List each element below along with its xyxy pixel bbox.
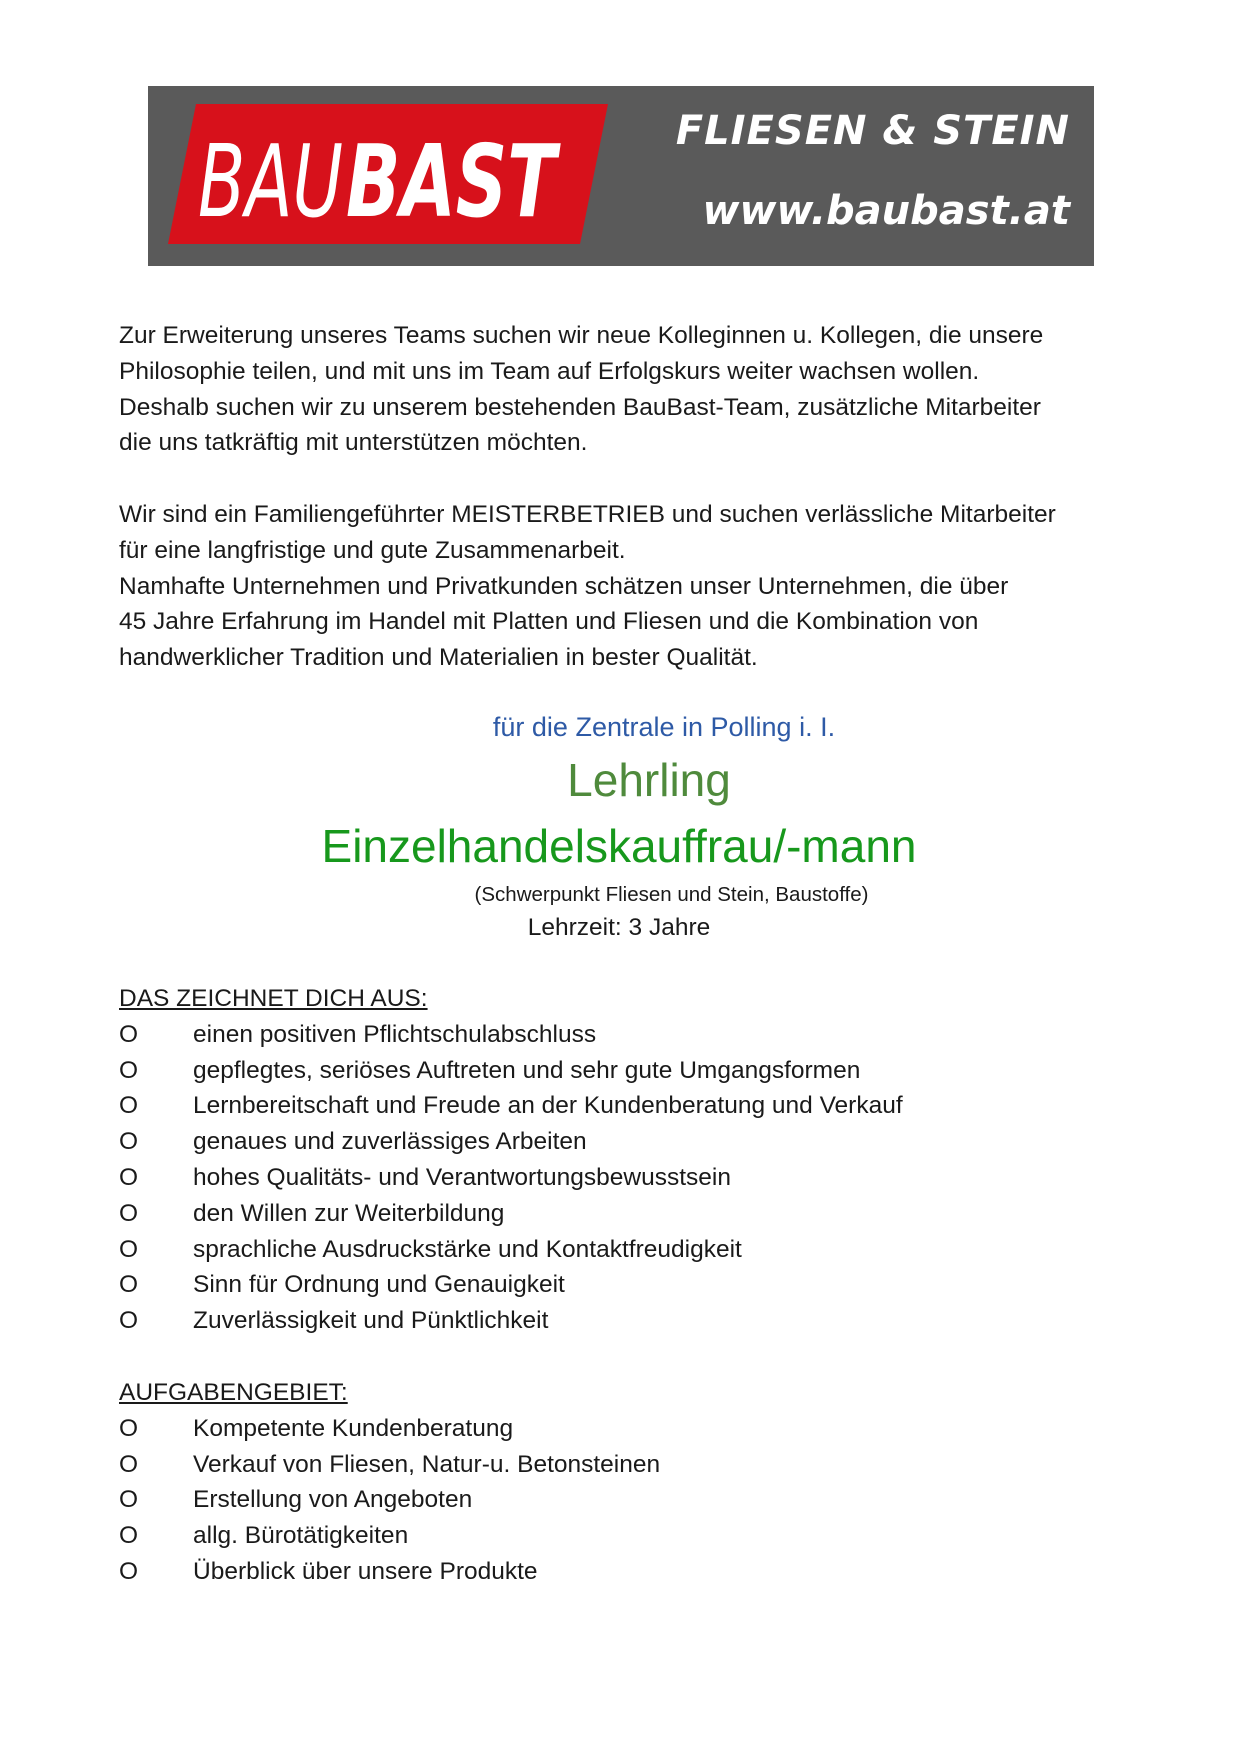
intro-line: Wir sind ein Familiengeführter MEISTERBETRIEB und suchen verlässliche Mitarbeiter bbox=[119, 500, 1056, 528]
bullet-marker: O bbox=[119, 1450, 139, 1478]
list-item-text: Zuverlässigkeit und Pünktlichkeit bbox=[193, 1307, 549, 1335]
list-item-text: hohes Qualitäts- und Verantwortungsbewusstsein bbox=[193, 1163, 731, 1191]
intro-line: Namhafte Unternehmen und Privatkunden schätzen unser Unternehmen, die über bbox=[119, 572, 1009, 600]
tasks-heading: AUFGABENGEBIET: bbox=[119, 1378, 348, 1406]
bullet-marker: O bbox=[119, 1307, 139, 1335]
list-item-text: Lernbereitschaft und Freude an der Kundenberatung und Verkauf bbox=[193, 1092, 903, 1120]
job-location: für die Zentrale in Polling i. I. bbox=[492, 711, 836, 742]
list-item-text: gepflegtes, seriöses Auftreten und sehr gute Umgangsformen bbox=[193, 1056, 861, 1084]
qualities-list bbox=[119, 1017, 1119, 1339]
tagline: FLIESEN & STEIN bbox=[675, 108, 1070, 154]
bullet-marker: O bbox=[119, 1271, 139, 1299]
tasks-list bbox=[119, 1411, 1119, 1590]
bullet-marker: O bbox=[119, 1128, 139, 1156]
logo-text-light: BAU bbox=[198, 123, 343, 240]
intro-line: für eine langfristige und gute Zusammenarbeit. bbox=[119, 536, 626, 564]
baubast-logo bbox=[168, 104, 608, 244]
job-focus: (Schwerpunkt Fliesen und Stein, Baustoffe) bbox=[474, 882, 869, 906]
qualities-heading: DAS ZEICHNET DICH AUS: bbox=[119, 984, 428, 1012]
job-duration: Lehrzeit: 3 Jahre bbox=[527, 913, 711, 941]
intro-line: Philosophie teilen, und mit uns im Team auf Erfolgskurs weiter wachsen wollen. bbox=[119, 357, 980, 385]
job-ad-content bbox=[119, 318, 1119, 1590]
list-item bbox=[119, 1088, 1119, 1124]
list-item-text: sprachliche Ausdruckstärke und Kontaktfreudigkeit bbox=[193, 1235, 742, 1263]
list-item-text: Verkauf von Fliesen, Natur-u. Betonsteinen bbox=[193, 1450, 661, 1478]
list-item bbox=[119, 1518, 1119, 1554]
list-item bbox=[119, 1411, 1119, 1447]
list-item-text: Sinn für Ordnung und Genauigkeit bbox=[193, 1271, 565, 1299]
list-item bbox=[119, 1554, 1119, 1590]
list-item-text: Überblick über unsere Produkte bbox=[193, 1557, 538, 1585]
bullet-marker: O bbox=[119, 1163, 139, 1191]
list-item-text: genaues und zuverlässiges Arbeiten bbox=[193, 1128, 587, 1156]
bullet-marker: O bbox=[119, 1414, 139, 1442]
list-item bbox=[119, 1447, 1119, 1483]
job-title-profession: Einzelhandelskauffrau/-mann bbox=[321, 819, 917, 872]
intro-paragraph-2 bbox=[119, 497, 1119, 676]
bullet-marker: O bbox=[119, 1092, 139, 1120]
list-item bbox=[119, 1124, 1119, 1160]
list-item-text: Kompetente Kundenberatung bbox=[193, 1414, 514, 1442]
intro-line: Deshalb suchen wir zu unserem bestehenden BauBast-Team, zusätzliche Mitarbeiter bbox=[119, 393, 1041, 421]
list-item-text: allg. Bürotätigkeiten bbox=[193, 1522, 409, 1550]
intro-line: Zur Erweiterung unseres Teams suchen wir neue Kolleginnen u. Kollegen, die unsere bbox=[119, 322, 1044, 349]
intro-line: die uns tatkräftig mit unterstützen möchten. bbox=[119, 429, 588, 457]
bullet-marker: O bbox=[119, 1522, 139, 1550]
list-item bbox=[119, 1053, 1119, 1089]
job-title-apprentice: Lehrling bbox=[567, 753, 731, 806]
list-item bbox=[119, 1017, 1119, 1053]
list-item-text: Erstellung von Angeboten bbox=[193, 1486, 473, 1514]
bullet-marker: O bbox=[119, 1056, 139, 1084]
list-item bbox=[119, 1303, 1119, 1339]
logo-text-bold: BAST bbox=[346, 123, 561, 240]
bullet-marker: O bbox=[119, 1199, 139, 1227]
list-item bbox=[119, 1196, 1119, 1232]
bullet-marker: O bbox=[119, 1235, 139, 1263]
intro-line: 45 Jahre Erfahrung im Handel mit Platten und Fliesen und die Kombination von bbox=[119, 608, 979, 636]
list-item-text: den Willen zur Weiterbildung bbox=[193, 1199, 505, 1227]
bullet-marker: O bbox=[119, 1020, 139, 1048]
bullet-marker: O bbox=[119, 1486, 139, 1514]
intro-paragraph-1 bbox=[119, 318, 1119, 461]
website-link[interactable]: www.baubast.at bbox=[702, 188, 1070, 234]
list-item bbox=[119, 1482, 1119, 1518]
list-item bbox=[119, 1232, 1119, 1268]
bullet-marker: O bbox=[119, 1557, 139, 1585]
list-item bbox=[119, 1267, 1119, 1303]
list-item bbox=[119, 1160, 1119, 1196]
intro-line: handwerklicher Tradition und Materialien in bester Qualität. bbox=[119, 644, 758, 672]
header-banner bbox=[148, 86, 1094, 266]
list-item-text: einen positiven Pflichtschulabschluss bbox=[193, 1020, 597, 1048]
